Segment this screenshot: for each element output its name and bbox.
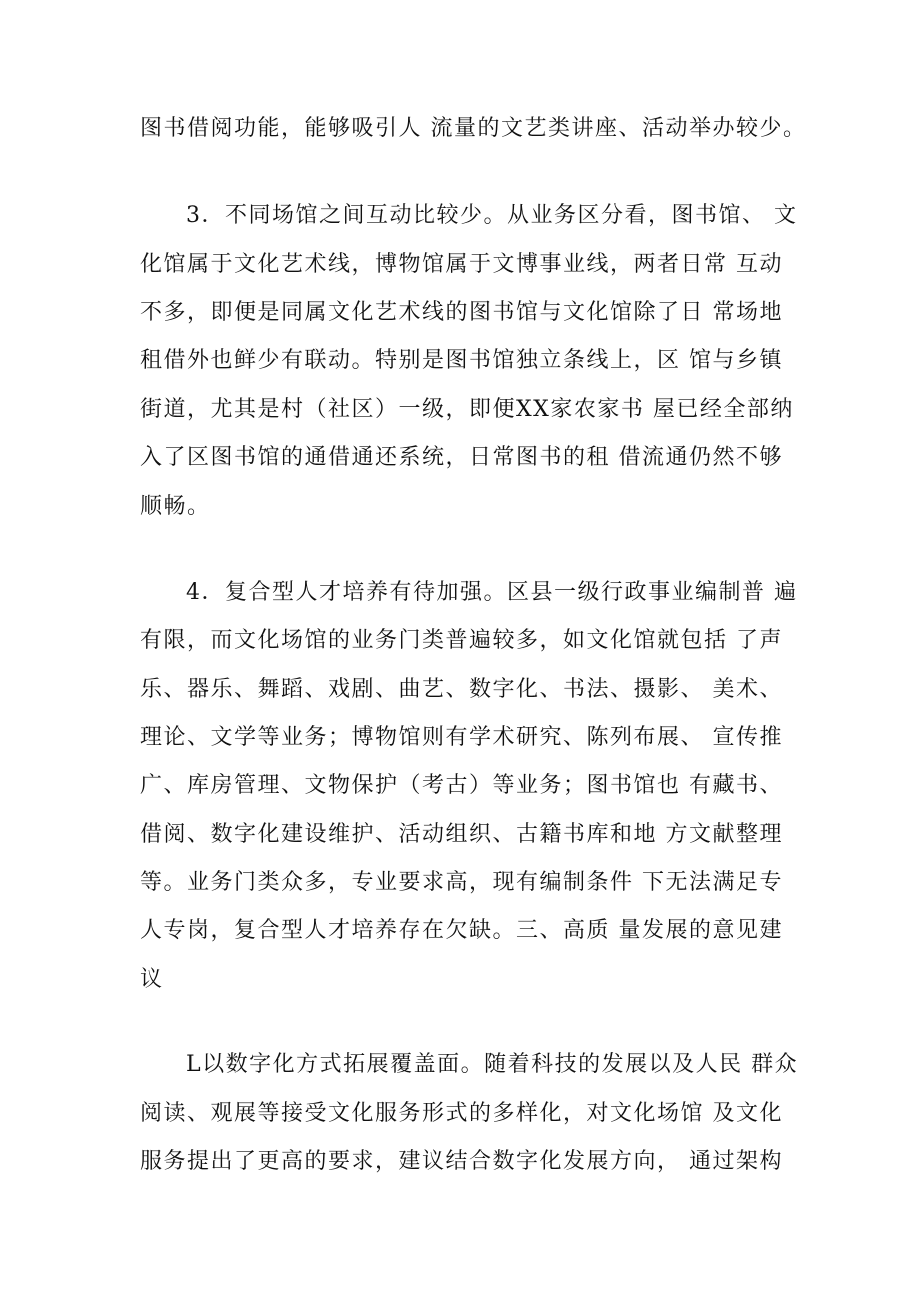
- text-line: 广、库房管理、文物保护（考古）等业务；图书馆也 有藏书、: [140, 773, 783, 798]
- text-line: 4．复合型人才培养有待加强。区县一级行政事业编制普 遍: [186, 580, 798, 605]
- text-line: 借阅、数字化建设维护、活动组织、古籍书库和地 方文献整理: [140, 822, 783, 847]
- text-line: 议: [140, 967, 164, 992]
- text-line: 人专岗，复合型人才培养存在欠缺。三、高质 量发展的意见建: [140, 918, 783, 943]
- text-line: 等。业务门类众多，专业要求高，现有编制条件 下无法满足专: [140, 870, 783, 895]
- text-line: 3．不同场馆之间互动比较少。从业务区分看，图书馆、 文: [186, 203, 798, 228]
- text-line: 图书借阅功能，能够吸引人 流量的文艺类讲座、活动举办较少。: [140, 116, 807, 141]
- text-line: 入了区图书馆的通借通还系统，日常图书的租 借流通仍然不够: [140, 445, 783, 470]
- text-line: 乐、器乐、舞蹈、戏剧、曲艺、数字化、书法、摄影、 美术、: [140, 677, 783, 702]
- text-line: 不多，即便是同属文化艺术线的图书馆与文化馆除了日 常场地: [140, 300, 783, 325]
- text-line: 顺畅。: [140, 494, 211, 519]
- text-line: 服务提出了更高的要求，建议结合数字化发展方向， 通过架构: [140, 1149, 783, 1174]
- text-line: 阅读、观展等接受文化服务形式的多样化，对文化场馆 及文化: [140, 1101, 783, 1126]
- text-line: 街道，尤其是村（社区）一级，即便XX家农家书 屋已经全部纳: [140, 397, 794, 422]
- text-line: 有限，而文化场馆的业务门类普遍较多，如文化馆就包括 了声: [140, 628, 783, 653]
- text-line: 理论、文学等业务；博物馆则有学术研究、陈列布展、 宣传推: [140, 725, 783, 750]
- text-line: 租借外也鲜少有联动。特别是图书馆独立条线上，区 馆与乡镇: [140, 348, 783, 373]
- text-line: 化馆属于文化艺术线，博物馆属于文博事业线，两者日常 互动: [140, 252, 783, 277]
- text-line: L以数字化方式拓展覆盖面。随着科技的发展以及人民 群众: [186, 1052, 799, 1077]
